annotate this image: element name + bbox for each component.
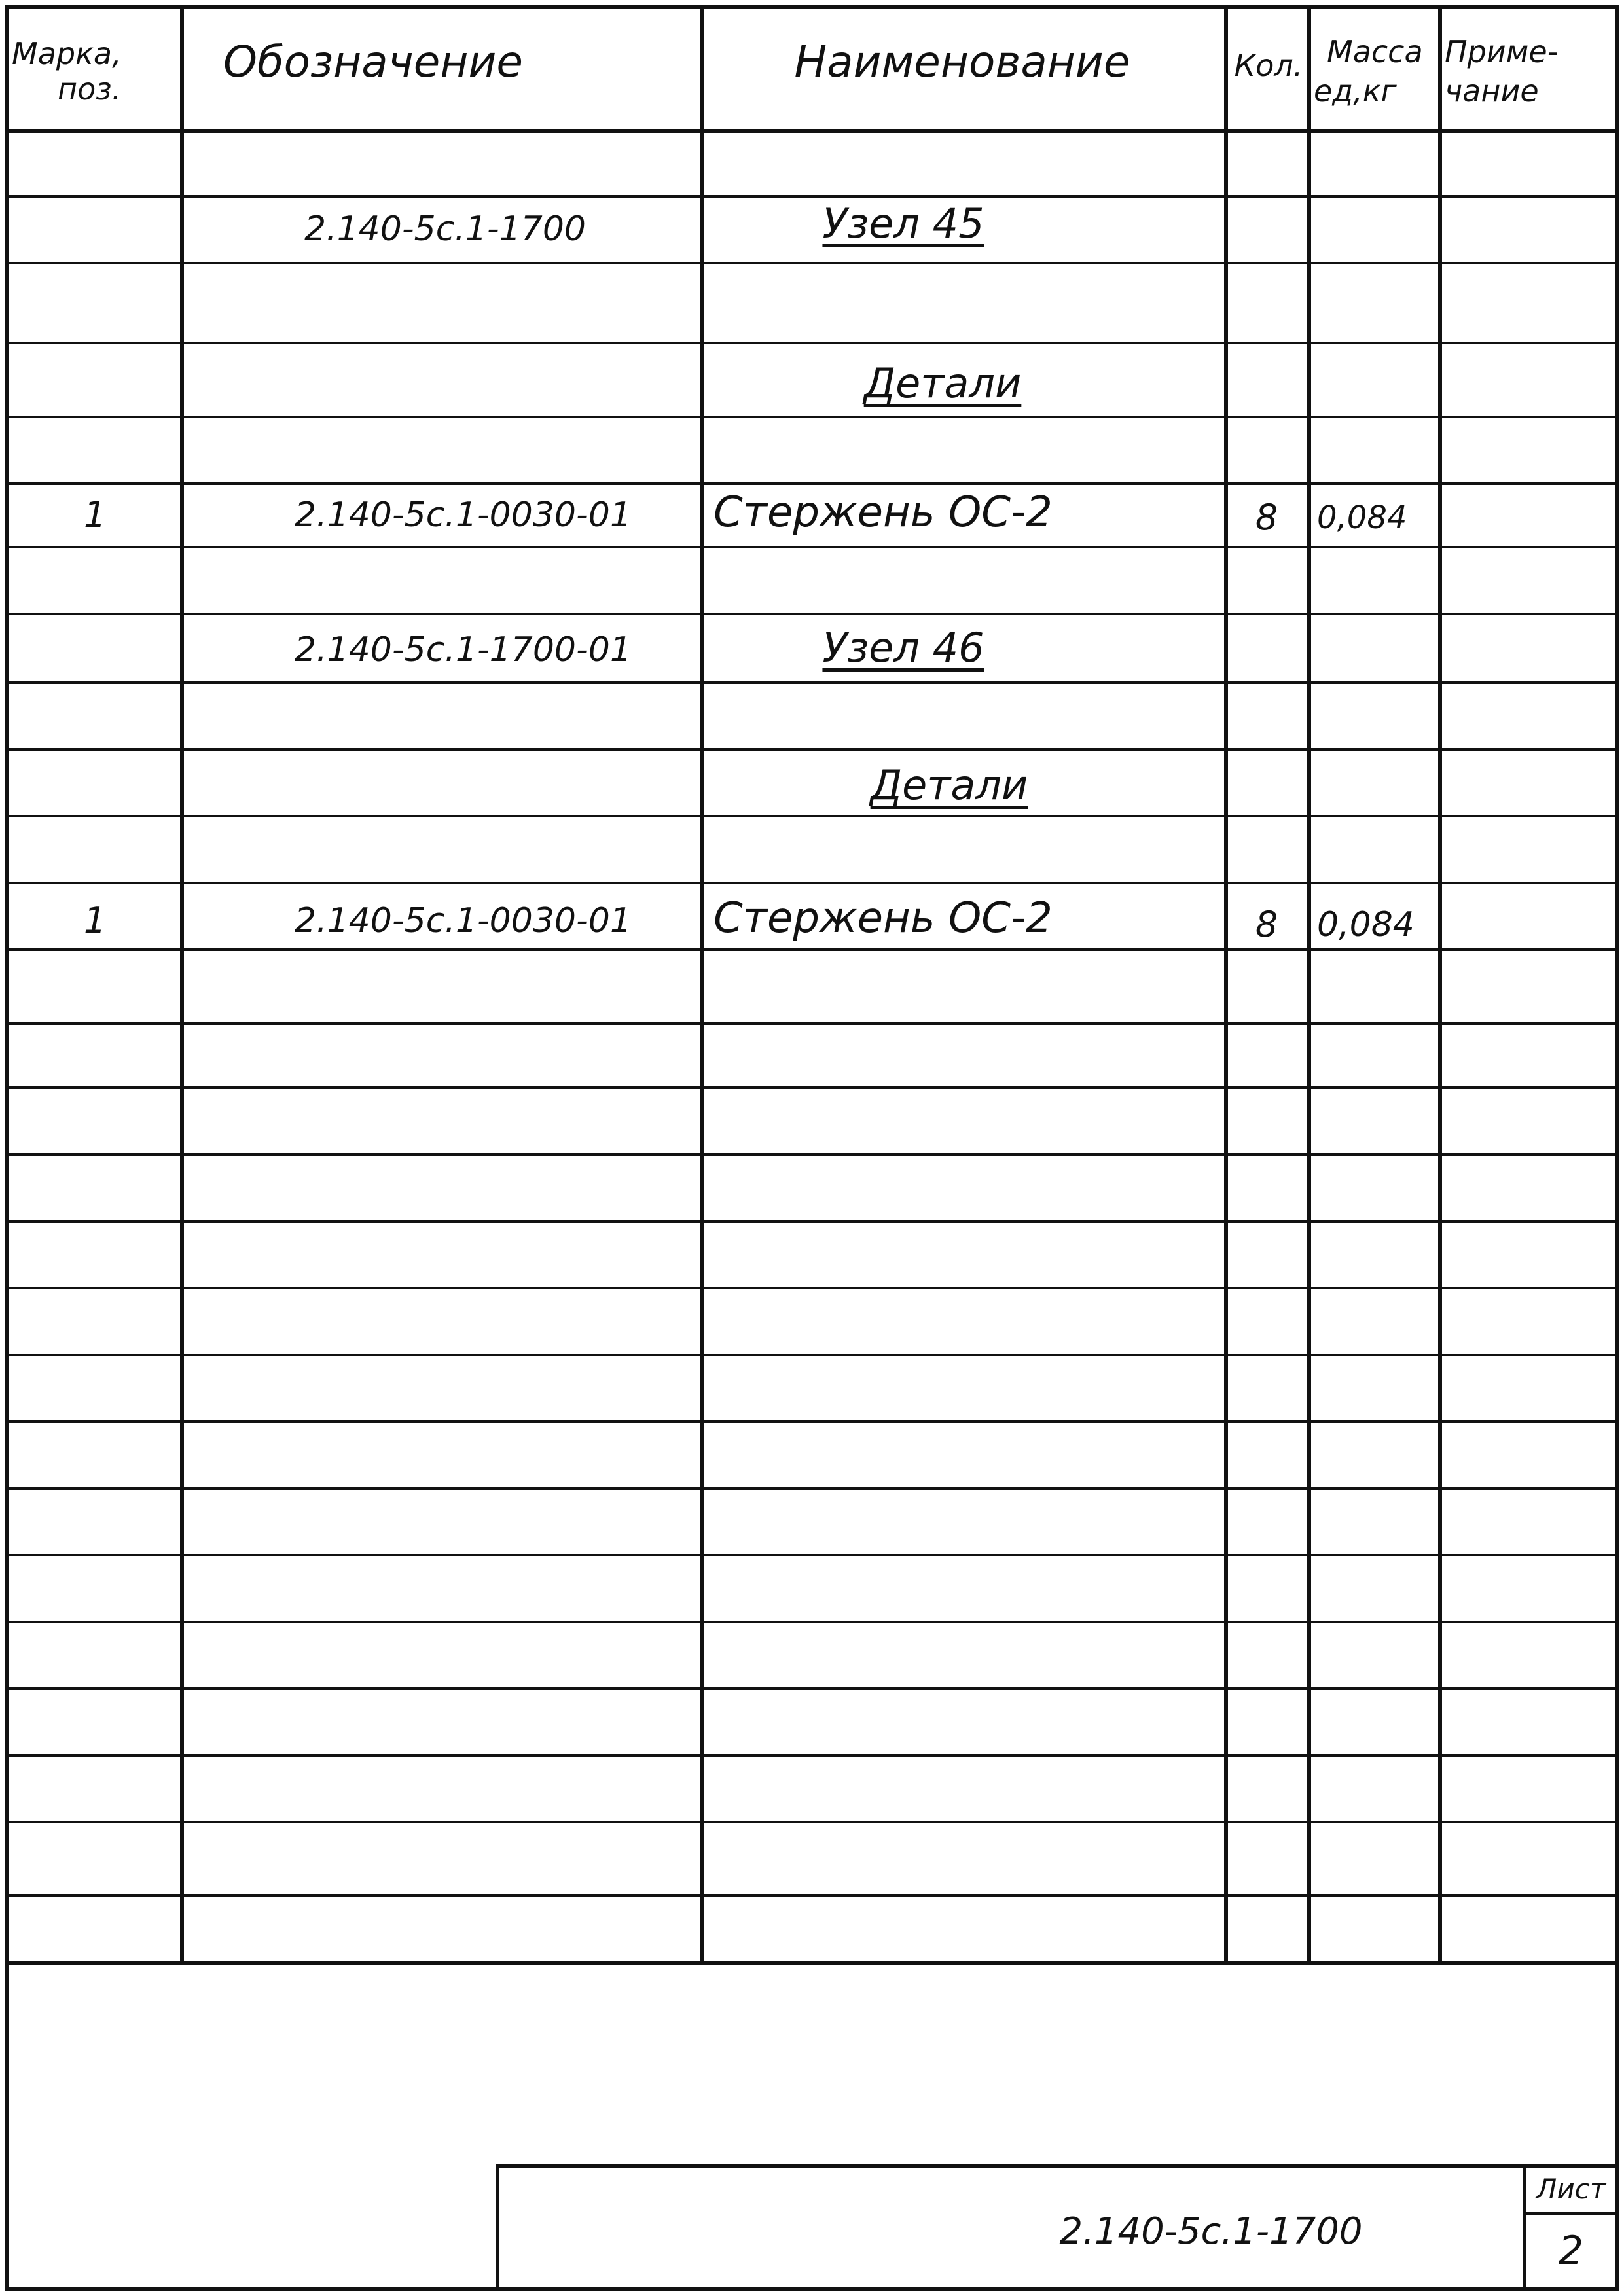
- header-mark-line2: поз.: [58, 71, 122, 107]
- row-line: [5, 1420, 1619, 1423]
- header-name: Наименование: [794, 37, 1130, 87]
- frame-left: [5, 5, 9, 2291]
- header-note-line1: Приме-: [1445, 34, 1559, 69]
- header-qty: Кол.: [1234, 48, 1303, 83]
- header-mass: [1314, 16, 1438, 127]
- col-divider-designation: [700, 5, 704, 1964]
- row-line: [5, 1821, 1619, 1823]
- row-name-assembly: Узел 46: [822, 624, 984, 672]
- col-divider-qty: [1307, 5, 1311, 1964]
- row-line: [5, 1554, 1619, 1556]
- frame-bottom: [5, 2287, 1619, 2291]
- row-line: [5, 1487, 1619, 1490]
- row-name: Стержень ОС-2: [713, 488, 1053, 537]
- row-line: [5, 1754, 1619, 1757]
- row-line: [5, 1354, 1619, 1356]
- row-qty: 8: [1255, 904, 1278, 945]
- row-name: Стержень ОС-2: [713, 894, 1053, 942]
- row-line: [5, 1287, 1619, 1289]
- table-bottom-line: [5, 1961, 1619, 1965]
- row-line: [5, 1621, 1619, 1623]
- row-line: [5, 1153, 1619, 1156]
- header-mark-line1: Марка,: [12, 36, 122, 71]
- row-designation: 2.140-5с.1-1700-01: [295, 630, 632, 670]
- row-line: [5, 1687, 1619, 1690]
- header-note-line2: чание: [1445, 73, 1539, 109]
- row-line: [5, 1220, 1619, 1223]
- frame-right: [1615, 5, 1619, 2291]
- row-qty: 8: [1255, 497, 1278, 538]
- col-divider-name: [1224, 5, 1228, 1964]
- header-mass-line1: Масса: [1327, 34, 1423, 69]
- header-mark: [12, 16, 179, 127]
- row-mass: 0,084: [1317, 499, 1407, 536]
- row-line: [5, 882, 1619, 884]
- row-name-assembly: Узел 45: [822, 200, 984, 247]
- row-designation: 2.140-5с.1-1700: [304, 209, 586, 249]
- row-line: [5, 262, 1619, 264]
- row-designation: 2.140-5с.1-0030-01: [295, 495, 632, 535]
- header-bottom-line: [5, 129, 1619, 133]
- row-line: [5, 342, 1619, 344]
- col-divider-mass: [1438, 5, 1442, 1964]
- row-mark: 1: [83, 494, 107, 535]
- row-mass: 0,084: [1317, 905, 1415, 944]
- row-line: [5, 1894, 1619, 1897]
- row-line: [5, 681, 1619, 684]
- header-mass-line2: ед,кг: [1314, 73, 1397, 109]
- title-block-sheet-divider: [1523, 2212, 1619, 2215]
- col-divider-mark: [180, 5, 184, 1964]
- row-line: [5, 748, 1619, 751]
- row-designation: 2.140-5с.1-0030-01: [295, 901, 632, 941]
- title-block-left: [496, 2164, 499, 2291]
- row-name-section: Детали: [870, 761, 1028, 809]
- row-mark: 1: [83, 900, 107, 941]
- document-code: 2.140-5с.1-1700: [1059, 2210, 1363, 2253]
- row-line: [5, 1022, 1619, 1025]
- sheet-number: 2: [1558, 2228, 1584, 2274]
- frame-top: [5, 5, 1619, 9]
- sheet-label: Лист: [1536, 2173, 1606, 2205]
- row-line: [5, 1086, 1619, 1089]
- header-note: [1445, 16, 1615, 127]
- row-name-section: Детали: [863, 359, 1022, 407]
- title-block-top: [496, 2164, 1619, 2168]
- header-designation: Обозначение: [223, 37, 523, 87]
